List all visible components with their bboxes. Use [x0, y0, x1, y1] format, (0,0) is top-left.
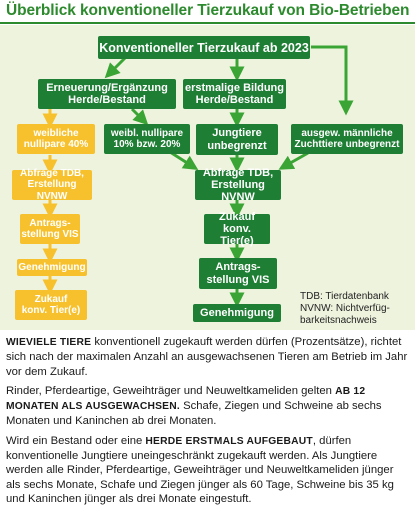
node-application-right: Antrags- stellung VIS	[199, 258, 277, 289]
node-male-breeding: ausgew. männliche Zuchttiere unbegrenzt	[291, 124, 403, 154]
legend-tdb: TDB: Tierdatenbank	[300, 291, 389, 302]
node-query-right: Abfrage TDB, Erstellung NVNW	[195, 170, 281, 200]
node-query-left: Abfrage TDB, Erstellung NVNW	[12, 170, 92, 200]
emphasis-how-many: WIEVIELE TIERE	[6, 337, 92, 348]
legend-nvnw-line2: barkeitsnachweis	[300, 314, 377, 326]
paragraph-text: Rinder, Pferdeartige, Geweihträger und Neuweltkameliden gelten	[6, 384, 336, 397]
arrow-top-to-renewal	[110, 58, 125, 73]
paragraph-text: Wird ein Bestand oder eine	[6, 434, 146, 447]
arrow-top-to-male	[311, 47, 346, 108]
emphasis-adult-age: AB 12 MONATEN ALS AUSGEWACHSEN.	[6, 385, 366, 413]
node-purchase-left: Zukauf konv. Tier(e)	[15, 290, 87, 320]
node-female-nullipare: weibliche nullipare 40%	[17, 124, 95, 154]
arrow-male-to-query	[285, 153, 308, 166]
body-text	[6, 335, 408, 511]
node-application-left: Antrags- stellung VIS	[20, 214, 80, 244]
node-renewal: Erneuerung/Ergänzung Herde/Bestand	[38, 79, 176, 109]
node-purchase-right: Zukauf konv. Tier(e)	[204, 214, 270, 244]
emphasis-first-build: HERDE ERSTMALS AUFGEBAUT	[145, 435, 313, 447]
paragraph-how-many	[6, 335, 408, 379]
node-first-build: erstmalige Bildung Herde/Bestand	[183, 79, 286, 109]
paragraph-first-build	[6, 434, 408, 506]
paragraph-adult-age	[6, 384, 408, 429]
node-nullipare-10-20: weibl. nullipare 10% bzw. 20%	[104, 124, 190, 154]
abbreviation-legend	[300, 291, 390, 326]
node-young-unlimited: Jungtiere unbegrenzt	[196, 124, 278, 155]
node-approval-right: Genehmigung	[193, 304, 281, 322]
paragraph-text: konventionell zugekauft werden dürfen (Prozentsätze), richtet sich nach der maximalen Anzahl an ausgewachsenen Tieren am Betrieb im Jahr vor dem Zukauf.	[6, 336, 408, 378]
node-approval-left: Genehmigung	[17, 259, 87, 276]
paragraph-text: , dürfen konventionelle Jungtiere uneingeschränkt zugekauft werden. Als Jungtiere werden alle Rinder, Pferdeartige, Geweihträger und Neuweltkameliden jünger als sechs Monate, Schafe und Ziegen jünger als 60 Tage, Schweine bis 35 kg und Kaninchen jünger als drei Monate eingestuft.	[6, 434, 394, 505]
paragraph-text: Schafe, Ziegen und Schweine ab sechs Monaten und Kaninchen ab drei Monaten.	[6, 400, 382, 428]
arrow-renewal-to-nullipare	[132, 109, 143, 120]
page-title: Überblick konventioneller Tierzukauf von Bio-Betrieben	[6, 2, 410, 19]
legend-nvnw-line1: NVNW: Nichtverfüg-	[300, 302, 390, 314]
node-top: Konventioneller Tierzukauf ab 2023	[98, 36, 310, 59]
arrow-nullipare-to-query	[170, 152, 192, 166]
